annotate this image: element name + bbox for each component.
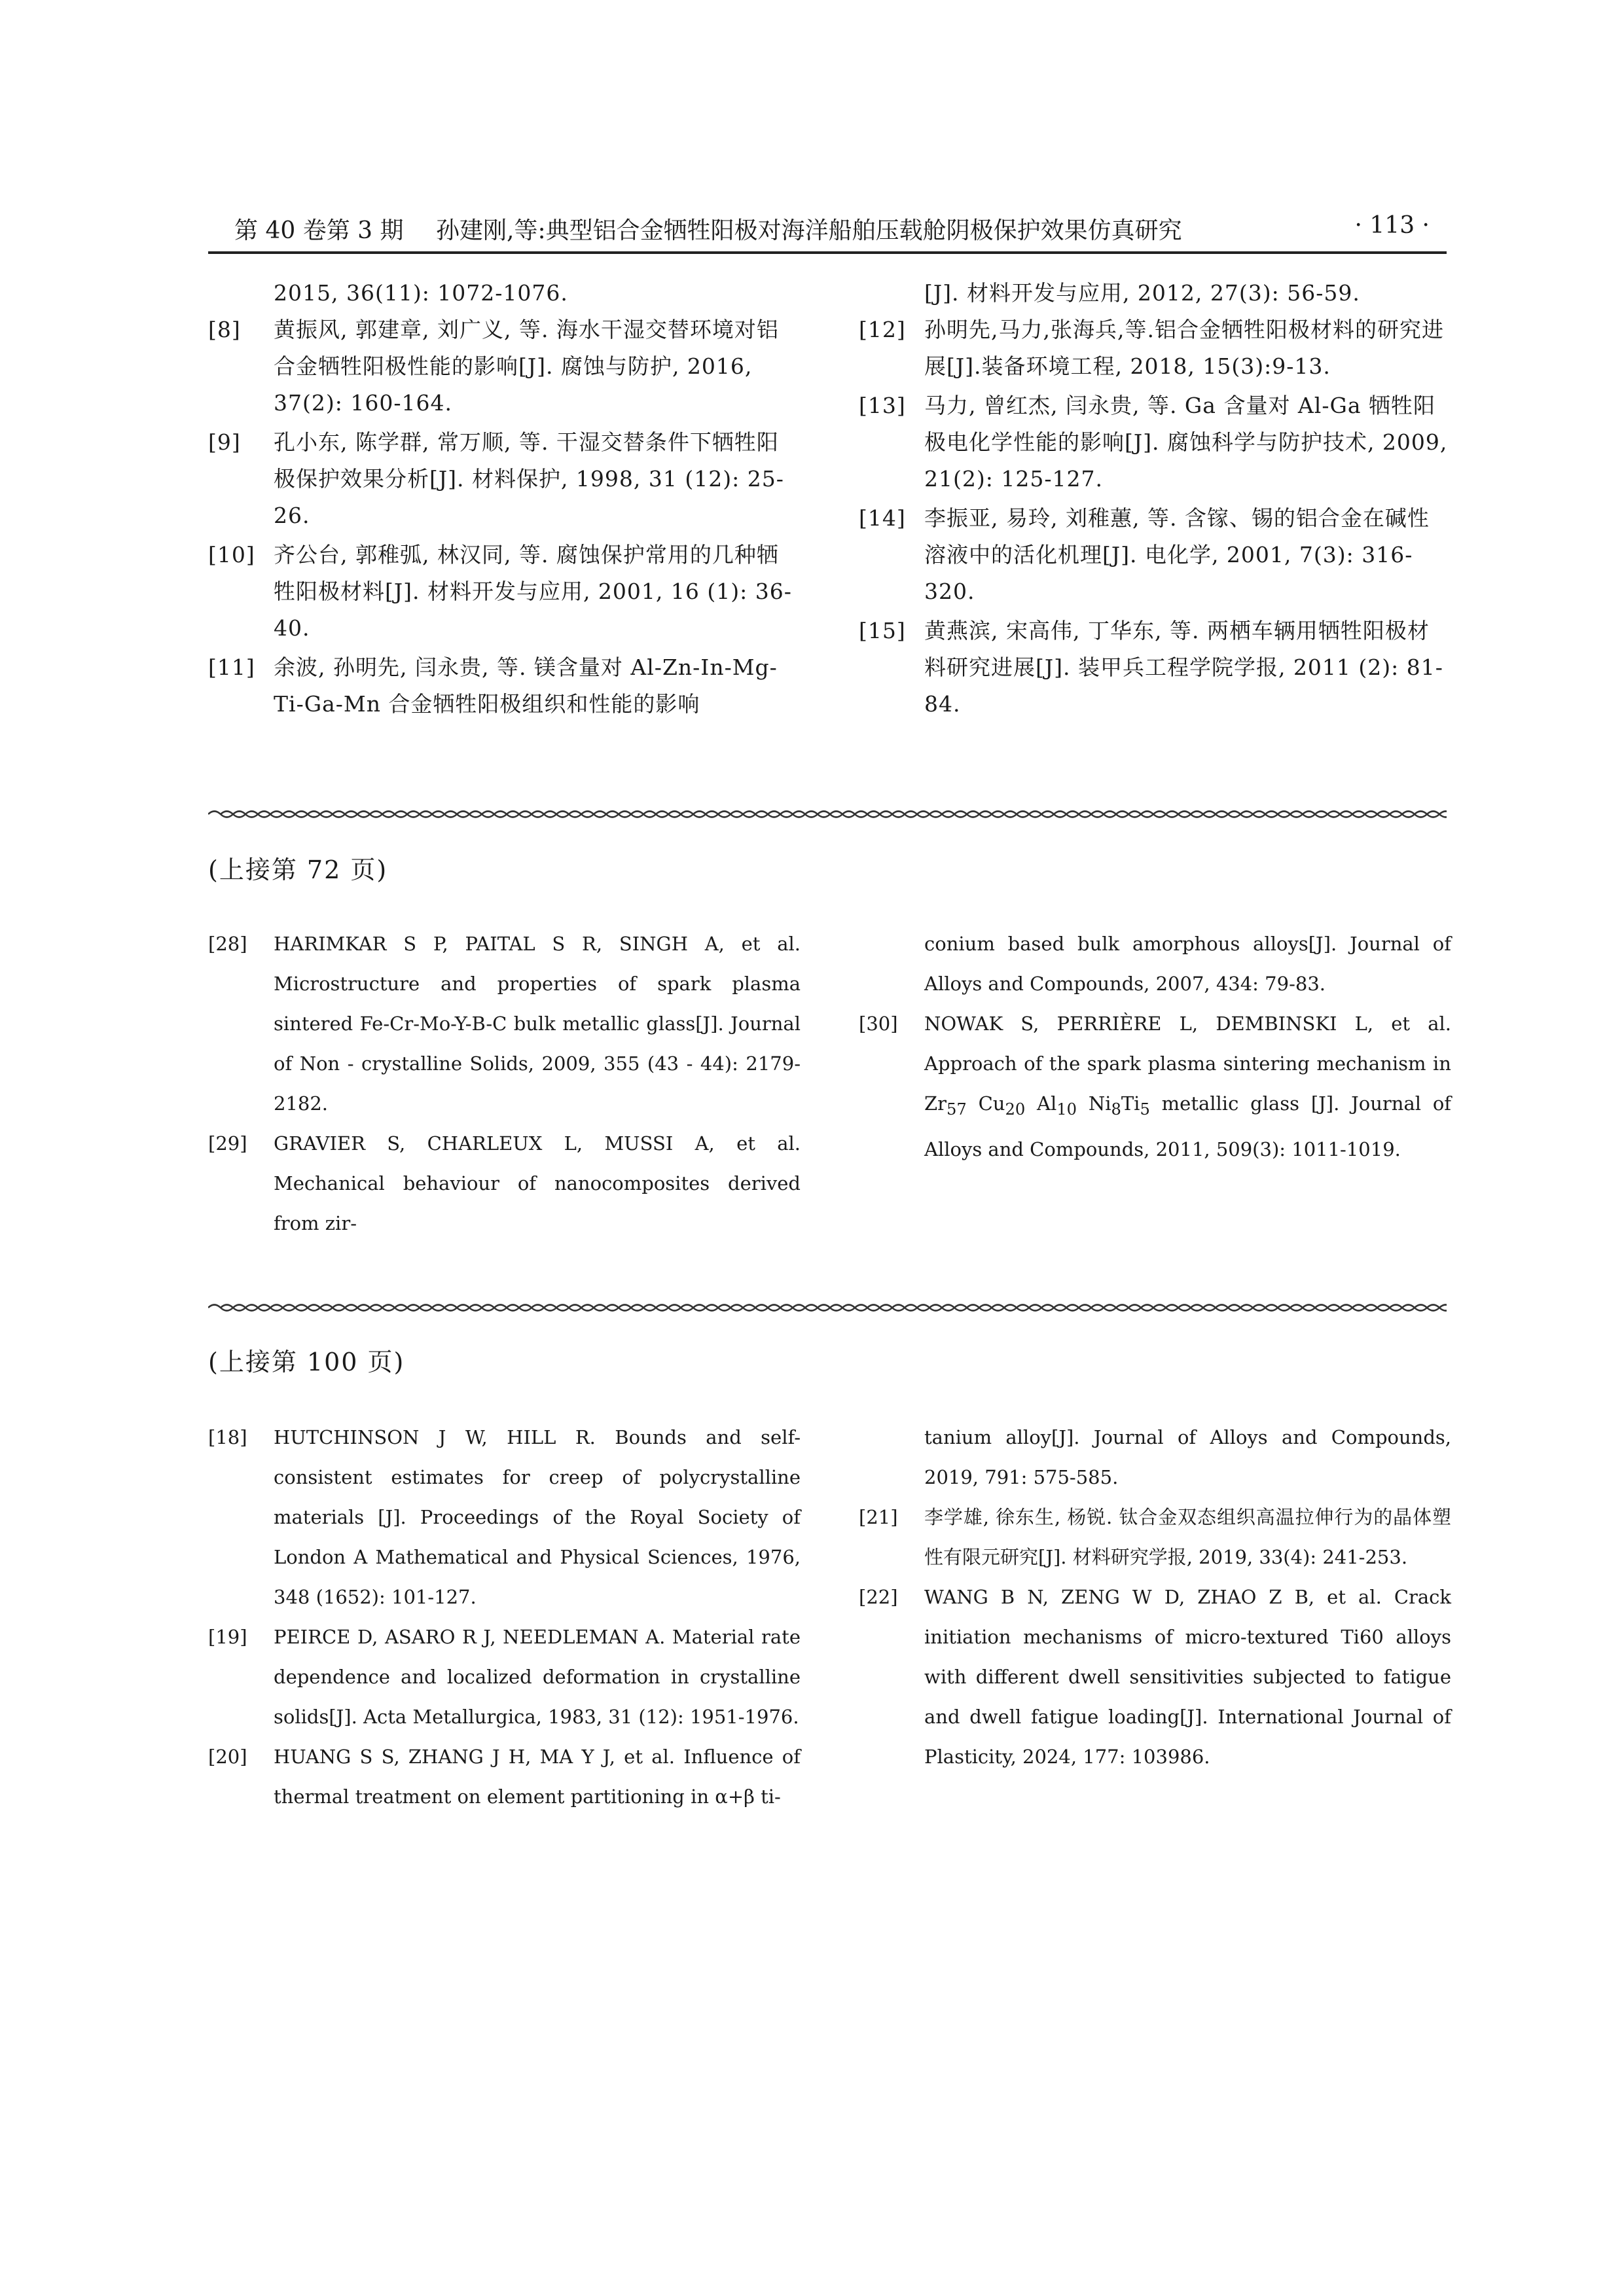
reference-item [208, 924, 801, 1124]
reference-text: HUANG S S, ZHANG J H, MA Y J, et al. Influence of thermal treatment on element partitioning in α+β ti- [274, 1746, 801, 1808]
reference-number: [28] [208, 933, 247, 955]
reference-item [859, 312, 1451, 385]
article-title: 孙建刚,等:典型铝合金牺牲阳极对海洋船舶压载舱阴极保护效果仿真研究 [436, 217, 1182, 244]
reference-text: 马力, 曾红杰, 闫永贵, 等. Ga 含量对 Al-Ga 牺牲阳极电化学性能的影响[J]. 腐蚀科学与防护技术, 2009, 21(2): 125-127. [924, 393, 1448, 492]
wavy-divider-line [208, 806, 1447, 822]
reference-item [208, 649, 801, 723]
reference-number: [13] [859, 393, 906, 418]
reference-number: [14] [859, 505, 906, 531]
reference-item [208, 1124, 801, 1244]
reference-item [208, 424, 801, 534]
continued-reference: conium based bulk amorphous alloys[J]. Journal of Alloys and Compounds, 2007, 434: 79-83. [924, 933, 1451, 995]
section1-right-column [859, 275, 1451, 725]
continued-from-label: (上接第 100 页) [208, 1348, 405, 1376]
wavy-divider-line [208, 1300, 1447, 1316]
reference-text: HUTCHINSON J W, HILL R. Bounds and self-consistent estimates for creep of polycrystalline materials [J]. Proceedings of the Royal Society of London A Mathematical and Physical Sciences, 1976, 348 (1652): 101-127. [274, 1426, 801, 1608]
reference-number: [8] [208, 317, 241, 342]
reference-list [859, 312, 1451, 723]
reference-item [859, 1498, 1451, 1577]
reference-number: [19] [208, 1626, 247, 1648]
reference-list [208, 1418, 801, 1817]
running-header [208, 208, 1447, 254]
section2-right-column [859, 924, 1451, 1170]
reference-item [208, 1617, 801, 1737]
section2-left-column [208, 924, 801, 1244]
reference-text: 李振亚, 易玲, 刘稚蕙, 等. 含镓、锡的铝合金在碱性溶液中的活化机理[J]. 电化学, 2001, 7(3): 316-320. [924, 505, 1430, 604]
reference-text: 李学雄, 徐东生, 杨锐. 钛合金双态组织高温拉伸行为的晶体塑性有限元研究[J]. 材料研究学报, 2019, 33(4): 241-253. [924, 1506, 1451, 1568]
reference-number: [22] [859, 1586, 898, 1608]
reference-item [208, 312, 801, 422]
reference-list [208, 312, 801, 723]
reference-text: GRAVIER S, CHARLEUX L, MUSSI A, et al. Mechanical behaviour of nanocomposites derived from zir- [274, 1132, 801, 1234]
reference-item [208, 537, 801, 647]
reference-text: 余波, 孙明先, 闫永贵, 等. 镁含量对 Al-Zn-In-Mg-Ti-Ga-Mn 合金牺牲阳极组织和性能的影响 [274, 655, 778, 717]
reference-number: [20] [208, 1746, 247, 1768]
reference-number: [29] [208, 1132, 247, 1155]
reference-number: [9] [208, 429, 241, 455]
reference-item [859, 1004, 1451, 1170]
reference-text: WANG B N, ZENG W D, ZHAO Z B, et al. Crack initiation mechanisms of micro-textured Ti60 alloys with different dwell sensitivities subjected to fatigue and dwell fatigue loading[J]. International Journal of Plasticity, 2024, 177: 103986. [924, 1586, 1451, 1768]
reference-number: [30] [859, 1013, 898, 1035]
reference-text: 孙明先,马力,张海兵,等.铝合金牺牲阳极材料的研究进展[J].装备环境工程, 2018, 15(3):9-13. [924, 317, 1444, 379]
reference-text: 黄振风, 郭建章, 刘广义, 等. 海水干湿交替环境对铝合金牺牲阳极性能的影响[J]. 腐蚀与防护, 2016, 37(2): 160-164. [274, 317, 779, 416]
reference-number: [18] [208, 1426, 247, 1448]
section3-right-column [859, 1418, 1451, 1777]
reference-list [859, 1498, 1451, 1777]
reference-text: 黄燕滨, 宋高伟, 丁华东, 等. 两栖车辆用牺牲阳极材料研究进展[J]. 装甲兵工程学院学报, 2011 (2): 81-84. [924, 618, 1443, 717]
reference-text: HARIMKAR S P, PAITAL S R, SINGH A, et al. Microstructure and properties of spark plasma sintered Fe-Cr-Mo-Y-B-C bulk metallic glass[J]. Journal of Non - crystalline Solids, 2009, 355 (43 - 44): 2179-2182. [274, 933, 801, 1115]
reference-text: 孔小东, 陈学群, 常万顺, 等. 干湿交替条件下牺牲阳极保护效果分析[J]. 材料保护, 1998, 31 (12): 25-26. [274, 429, 784, 528]
reference-item [208, 1737, 801, 1817]
section1-left-column [208, 275, 801, 725]
reference-number: [12] [859, 317, 906, 342]
section3-left-column [208, 1418, 801, 1817]
reference-item [208, 1418, 801, 1617]
page-number: · 113 · [1354, 212, 1430, 239]
issue-label: 第 40 卷第 3 期 [234, 217, 404, 244]
reference-item [859, 613, 1451, 723]
reference-list [208, 924, 801, 1244]
reference-item [859, 387, 1451, 497]
continued-reference: 2015, 36(11): 1072-1076. [274, 280, 568, 306]
continued-reference: [J]. 材料开发与应用, 2012, 27(3): 56-59. [924, 280, 1360, 306]
reference-number: [21] [859, 1506, 898, 1528]
reference-number: [15] [859, 618, 906, 643]
continued-from-label: (上接第 72 页) [208, 855, 388, 884]
wavy-divider [208, 806, 1447, 822]
reference-text: NOWAK S, PERRIÈRE L, DEMBINSKI L, et al. Approach of the spark plasma sintering mechanism in $Zr_{57}$ $Cu_{20}$ $Al_{10}$ $Ni_8Ti_5$ metallic glass [J]. Journal of Alloys and Compounds, 2011, 509(3): 1011-1019. [924, 1013, 1452, 1160]
reference-text: 齐公台, 郭稚弧, 林汉同, 等. 腐蚀保护常用的几种牺牲阳极材料[J]. 材料开发与应用, 2001, 16 (1): 36-40. [274, 542, 792, 641]
reference-item [859, 1577, 1451, 1777]
reference-number: [10] [208, 542, 255, 567]
reference-item [859, 500, 1451, 610]
reference-text: PEIRCE D, ASARO R J, NEEDLEMAN A. Material rate dependence and localized deformation in crystalline solids[J]. Acta Metallurgica, 1983, 31 (12): 1951-1976. [274, 1626, 801, 1728]
reference-number: [11] [208, 655, 255, 680]
continued-reference: tanium alloy[J]. Journal of Alloys and Compounds, 2019, 791: 575-585. [924, 1426, 1451, 1488]
wavy-divider [208, 1300, 1447, 1316]
